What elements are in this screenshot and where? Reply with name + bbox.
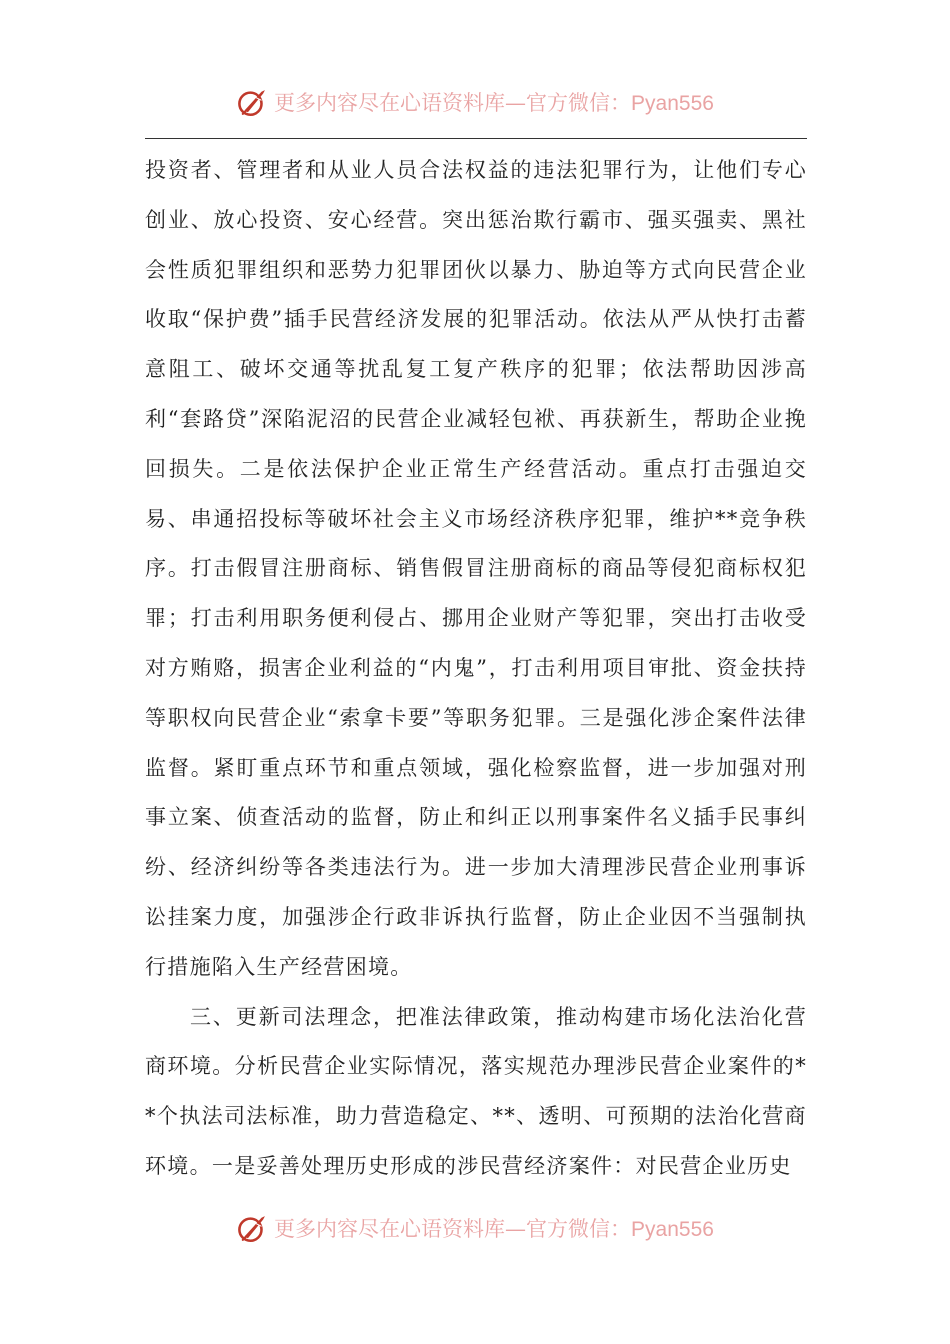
header-watermark-wechat-id: Pyan556: [631, 92, 714, 115]
header-watermark-cn: 更多内容尽在心语资料库—官方微信：: [274, 91, 632, 115]
body-paragraph-2: 三、更新司法理念，把准法律政策，推动构建市场化法治化营商环境。分析民营企业实际情况，落实规范办理涉民营企业案件的**个执法司法标准，助力营造稳定、**、透明、可预期的法治化营商环境。一是妥善处理历史形成的涉民营经济案件：对民营企业历史: [145, 1004, 807, 1178]
header-divider: [145, 138, 807, 139]
header-watermark-text: [274, 87, 714, 117]
footer-watermark-banner: [0, 1208, 950, 1248]
footer-watermark-text: [274, 1213, 714, 1243]
quill-pen-seal-icon: [236, 1211, 270, 1245]
body-paragraph-1: 投资者、管理者和从业人员合法权益的违法犯罪行为，让他们专心创业、放心投资、安心经营。突出惩治欺行霸市、强买强卖、黑社会性质犯罪组织和恶势力犯罪团伙以暴力、胁迫等方式向民营企业收取“保护费”插手民营经济发展的犯罪活动。依法从严从快打击蓄意阻工、破坏交通等扰乱复工复产秩序的犯罪；依法帮助因涉高利“套路贷”深陷泥沼的民营企业减轻包袱、再获新生，帮助企业挽回损失。二是依法保护企业正常生产经营活动。重点打击强迫交易、串通招投标等破坏社会主义市场经济秩序犯罪，维护**竞争秩序。打击假冒注册商标、销售假冒注册商标的商品等侵犯商标权犯罪；打击利用职务便利侵占、挪用企业财产等犯罪，突出打击收受对方贿赂，损害企业利益的“内鬼”，打击利用项目审批、资金扶持等职权向民营企业“索拿卡要”等职务犯罪。三是强化涉企案件法律监督。紧盯重点环节和重点领域，强化检察监督，进一步加强对刑事立案、侦查活动的监督，防止和纠正以刑事案件名义插手民事纠纷、经济纠纷等各类违法行为。进一步加大清理涉民营企业刑事诉讼挂案力度，加强涉企行政非诉执行监督，防止企业因不当强制执行措施陷入生产经营困境。: [145, 158, 807, 979]
document-body: [145, 146, 807, 1192]
quill-pen-seal-icon: [236, 85, 270, 119]
footer-watermark-cn: 更多内容尽在心语资料库—官方微信：: [274, 1217, 632, 1241]
footer-watermark-wechat-id: Pyan556: [631, 1218, 714, 1241]
header-watermark-banner: [0, 82, 950, 122]
